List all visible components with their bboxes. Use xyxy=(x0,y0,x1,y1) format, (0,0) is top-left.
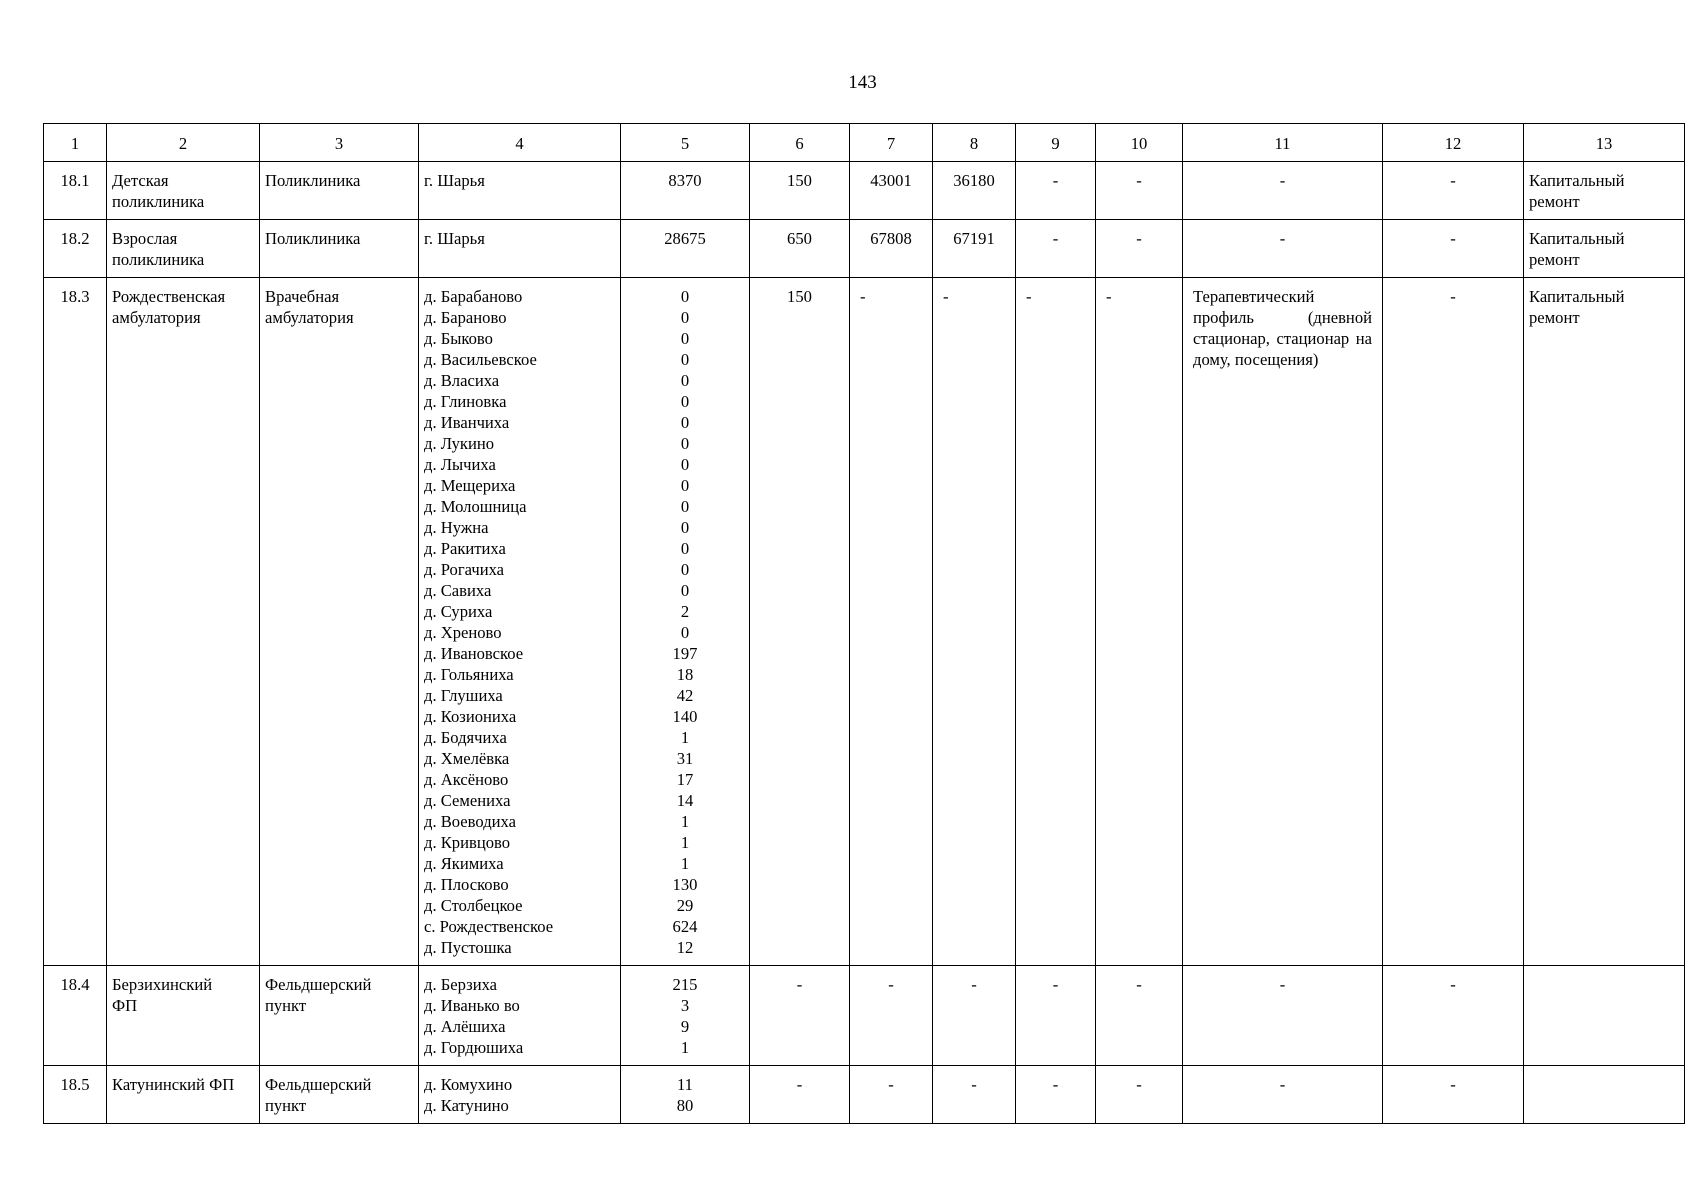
population-value: 17 xyxy=(676,770,694,789)
row-number: 18.1 xyxy=(44,162,107,220)
population-cell xyxy=(621,966,750,1066)
c9-value: - xyxy=(1016,1066,1096,1124)
facility-type-cell xyxy=(260,220,419,278)
population-value: 0 xyxy=(680,434,690,453)
population-value: 0 xyxy=(680,329,690,348)
col12-value: - xyxy=(1383,1066,1524,1124)
settlement-name: д. Васильевское xyxy=(424,350,537,369)
c8-value: 67191 xyxy=(933,220,1016,278)
settlement-name: д. Иванчиха xyxy=(424,413,510,432)
settlement-name: д. Савиха xyxy=(424,581,492,600)
facility-name-line: поликлиника xyxy=(112,250,205,269)
settlement-name: д. Гордюшиха xyxy=(424,1038,524,1057)
population-value: 3 xyxy=(680,996,690,1015)
population-value: 14 xyxy=(676,791,694,810)
population-value: 0 xyxy=(680,560,690,579)
facility-name-line: Рождественская xyxy=(112,287,226,306)
facility-name-cell xyxy=(107,966,260,1066)
header-cell: 10 xyxy=(1096,124,1183,162)
facilities-table xyxy=(43,123,1685,1124)
c8-value: - xyxy=(933,1066,1016,1124)
facility-type-line: Поликлиника xyxy=(265,229,361,248)
population-value: 215 xyxy=(672,975,698,994)
c10-value: - xyxy=(1096,966,1183,1066)
population-value: 0 xyxy=(680,308,690,327)
row-number: 18.3 xyxy=(44,278,107,966)
facility-name-line: Взрослая xyxy=(112,229,178,248)
facility-type-cell xyxy=(260,966,419,1066)
works-type-line: Капитальный xyxy=(1529,287,1625,306)
table-row xyxy=(44,220,1685,278)
settlement-name: д. Кривцово xyxy=(424,833,511,852)
settlement-name: д. Аксёново xyxy=(424,770,509,789)
c10-value: - xyxy=(1096,278,1183,966)
settlements-cell xyxy=(419,278,621,966)
population-value: 0 xyxy=(680,413,690,432)
population-value: 80 xyxy=(676,1096,694,1115)
facility-name-line: Берзихинский xyxy=(112,975,213,994)
settlement-name: д. Глушиха xyxy=(424,686,503,705)
settlement-name: д. Гольяниха xyxy=(424,665,514,684)
population-value: 197 xyxy=(672,644,698,663)
settlement-name: д. Ракитиха xyxy=(424,539,506,558)
header-cell: 4 xyxy=(419,124,621,162)
header-cell: 1 xyxy=(44,124,107,162)
population-value: 11 xyxy=(677,1075,693,1094)
population-cell xyxy=(621,1066,750,1124)
works-type-cell xyxy=(1524,1066,1685,1124)
settlement-name: г. Шарья xyxy=(424,229,485,248)
works-type-line: Капитальный xyxy=(1529,229,1625,248)
population-value: 140 xyxy=(672,707,698,726)
header-row xyxy=(44,124,1685,162)
population-value: 31 xyxy=(676,749,694,768)
c9-value: - xyxy=(1016,162,1096,220)
population-cell xyxy=(621,220,750,278)
col6-value: 150 xyxy=(750,278,850,966)
works-type-cell xyxy=(1524,162,1685,220)
settlement-name: д. Лукино xyxy=(424,434,494,453)
population-value: 1 xyxy=(680,812,690,831)
settlement-name: д. Власиха xyxy=(424,371,500,390)
c8-value: - xyxy=(933,278,1016,966)
settlement-name: д. Бараново xyxy=(424,308,507,327)
profile-cell xyxy=(1183,220,1383,278)
population-value: 0 xyxy=(680,539,690,558)
facility-name-cell xyxy=(107,278,260,966)
settlements-cell xyxy=(419,966,621,1066)
settlement-name: д. Плосково xyxy=(424,875,509,894)
table-row xyxy=(44,162,1685,220)
profile-cell xyxy=(1183,1066,1383,1124)
header-cell: 8 xyxy=(933,124,1016,162)
population-value: 0 xyxy=(680,497,690,516)
facility-name-line: Детская xyxy=(112,171,169,190)
population-value: 9 xyxy=(680,1017,690,1036)
population-value: 0 xyxy=(680,476,690,495)
c7-value: - xyxy=(850,278,933,966)
facility-type-cell xyxy=(260,1066,419,1124)
profile-value: - xyxy=(1279,171,1286,190)
works-type-line: ремонт xyxy=(1529,308,1580,327)
header-cell: 6 xyxy=(750,124,850,162)
works-type-cell xyxy=(1524,278,1685,966)
col12-value: - xyxy=(1383,966,1524,1066)
settlement-name: д. Столбецкое xyxy=(424,896,523,915)
facility-name-line: ФП xyxy=(112,996,138,1015)
settlement-name: д. Глиновка xyxy=(424,392,507,411)
population-value: 29 xyxy=(676,896,694,915)
population-value: 0 xyxy=(680,455,690,474)
c8-value: 36180 xyxy=(933,162,1016,220)
settlement-name: д. Козиониха xyxy=(424,707,517,726)
table-row xyxy=(44,1066,1685,1124)
works-type-line: Капитальный xyxy=(1529,171,1625,190)
population-value: 2 xyxy=(680,602,690,621)
population-value: 0 xyxy=(680,287,690,306)
row-number: 18.5 xyxy=(44,1066,107,1124)
settlement-name: г. Шарья xyxy=(424,171,485,190)
works-type-line: ремонт xyxy=(1529,250,1580,269)
col6-value: - xyxy=(750,1066,850,1124)
c10-value: - xyxy=(1096,162,1183,220)
population-value: 0 xyxy=(680,623,690,642)
population-value: 1 xyxy=(680,1038,690,1057)
header-cell: 9 xyxy=(1016,124,1096,162)
population-value: 28675 xyxy=(664,229,706,248)
facility-name-line: амбулатория xyxy=(112,308,201,327)
facility-name-line: поликлиника xyxy=(112,192,205,211)
c10-value: - xyxy=(1096,220,1183,278)
settlements-cell xyxy=(419,220,621,278)
settlement-name: д. Иванько во xyxy=(424,996,520,1015)
c9-value: - xyxy=(1016,278,1096,966)
facility-type-line: Врачебная xyxy=(265,287,340,306)
settlement-name: д. Алёшиха xyxy=(424,1017,506,1036)
settlement-name: д. Рогачиха xyxy=(424,560,505,579)
settlement-name: д. Катунино xyxy=(424,1096,509,1115)
settlements-cell xyxy=(419,162,621,220)
settlement-name: д. Мещериха xyxy=(424,476,516,495)
population-value: 0 xyxy=(680,518,690,537)
c10-value: - xyxy=(1096,1066,1183,1124)
settlement-name: д. Берзиха xyxy=(424,975,498,994)
settlements-cell xyxy=(419,1066,621,1124)
facility-type-line: амбулатория xyxy=(265,308,354,327)
col12-value: - xyxy=(1383,278,1524,966)
settlement-name: д. Хмелёвка xyxy=(424,749,510,768)
facility-type-cell xyxy=(260,162,419,220)
facility-name-cell xyxy=(107,162,260,220)
facility-type-line: пункт xyxy=(265,1096,307,1115)
works-type-cell xyxy=(1524,220,1685,278)
profile-cell xyxy=(1183,162,1383,220)
row-number: 18.2 xyxy=(44,220,107,278)
population-cell xyxy=(621,162,750,220)
c7-value: 67808 xyxy=(850,220,933,278)
population-value: 0 xyxy=(680,392,690,411)
header-cell: 12 xyxy=(1383,124,1524,162)
population-value: 42 xyxy=(676,686,694,705)
population-value: 624 xyxy=(672,917,698,936)
settlement-name: д. Пустошка xyxy=(424,938,512,957)
settlement-name: д. Якимиха xyxy=(424,854,504,873)
settlement-name: д. Комухино xyxy=(424,1075,513,1094)
settlement-name: д. Молошница xyxy=(424,497,527,516)
facility-type-line: пункт xyxy=(265,996,307,1015)
c7-value: 43001 xyxy=(850,162,933,220)
population-value: 1 xyxy=(680,728,690,747)
c9-value: - xyxy=(1016,220,1096,278)
settlement-name: д. Воеводиха xyxy=(424,812,516,831)
population-value: 1 xyxy=(680,833,690,852)
facility-type-line: Фельдшерский xyxy=(265,1075,372,1094)
row-number: 18.4 xyxy=(44,966,107,1066)
facility-type-line: Поликлиника xyxy=(265,171,361,190)
header-cell: 11 xyxy=(1183,124,1383,162)
population-value: 0 xyxy=(680,581,690,600)
works-type-line: ремонт xyxy=(1529,192,1580,211)
header-cell: 3 xyxy=(260,124,419,162)
population-value: 12 xyxy=(676,938,694,957)
settlement-name: д. Семениха xyxy=(424,791,511,810)
header-cell: 2 xyxy=(107,124,260,162)
settlement-name: д. Барабаново xyxy=(424,287,523,306)
population-value: 0 xyxy=(680,350,690,369)
settlement-name: д. Быково xyxy=(424,329,493,348)
population-value: 0 xyxy=(680,371,690,390)
facility-type-cell xyxy=(260,278,419,966)
population-value: 18 xyxy=(676,665,694,684)
profile-value: - xyxy=(1279,229,1286,248)
col6-value: 650 xyxy=(750,220,850,278)
table-row xyxy=(44,278,1685,966)
profile-cell xyxy=(1183,966,1383,1066)
page-number: 143 xyxy=(848,72,877,93)
works-type-cell xyxy=(1524,966,1685,1066)
col6-value: 150 xyxy=(750,162,850,220)
population-value: 130 xyxy=(672,875,698,894)
settlement-name: с. Рождественское xyxy=(424,917,554,936)
population-cell xyxy=(621,278,750,966)
settlement-name: д. Лычиха xyxy=(424,455,496,474)
col12-value: - xyxy=(1383,220,1524,278)
profile-value: - xyxy=(1279,1075,1286,1094)
facility-name-line: Катунинский ФП xyxy=(112,1075,235,1094)
settlement-name: д. Хреново xyxy=(424,623,502,642)
population-value: 1 xyxy=(680,854,690,873)
c9-value: - xyxy=(1016,966,1096,1066)
profile-cell: Терапевтический профиль (дневной стационар, стационар на дому, посещения) xyxy=(1183,278,1383,966)
col6-value: - xyxy=(750,966,850,1066)
settlement-name: д. Нужна xyxy=(424,518,489,537)
c7-value: - xyxy=(850,1066,933,1124)
col12-value: - xyxy=(1383,162,1524,220)
settlement-name: д. Бодячиха xyxy=(424,728,507,747)
header-cell: 13 xyxy=(1524,124,1685,162)
header-cell: 5 xyxy=(621,124,750,162)
settlement-name: д. Ивановское xyxy=(424,644,524,663)
population-value: 8370 xyxy=(668,171,702,190)
settlement-name: д. Суриха xyxy=(424,602,493,621)
header-cell: 7 xyxy=(850,124,933,162)
facility-type-line: Фельдшерский xyxy=(265,975,372,994)
table-row xyxy=(44,966,1685,1066)
facility-name-cell xyxy=(107,220,260,278)
facility-name-cell xyxy=(107,1066,260,1124)
c8-value: - xyxy=(933,966,1016,1066)
profile-value: - xyxy=(1279,975,1286,994)
c7-value: - xyxy=(850,966,933,1066)
